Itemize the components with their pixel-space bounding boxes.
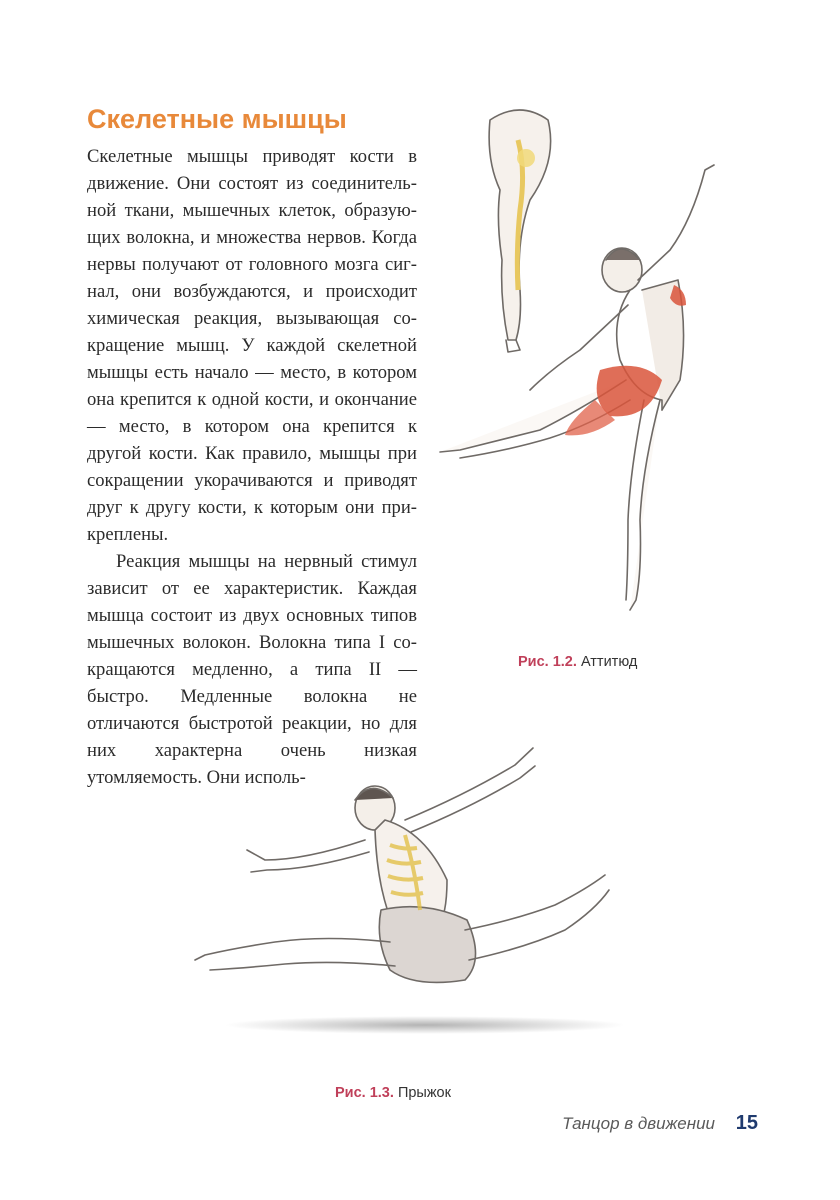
paragraph: Реакция мышцы на нервный стимул зависит от ее характеристик. Каждая мышца состоит из двух основных типов мышечных волокон. Волокна типа I сокращаются медленно, а типа II — быстро. Медленные волокна не отличаются быстротой реакции, но для них характерна очень низкая утомляемость. Они исполь- — [87, 551, 417, 788]
figure-label: Рис. 1.3. — [335, 1085, 394, 1101]
figure-caption — [335, 1085, 451, 1101]
jump-illustration — [185, 720, 635, 1050]
figure-caption-text: Прыжок — [397, 1085, 451, 1101]
body-text — [87, 143, 417, 791]
paragraph: Скелетные мышцы приводят кости в движение. Они состоят из соединительной ткани, мышечных клеток, образующих волокна, и множества нервов. Когда нервы получают от головного мозга сигнал, они возбуждаются, и происходит химическая реакция, вызывающая сокращение мышц. У каждой скелетной мышцы есть начало — место, в котором она крепится к одной кости, и окончание — место, в котором она крепится к другой кости. Как правило, мышцы при сокращении укорачиваются и приводят друг к другу кости, к которым они прикреплены. — [87, 146, 417, 545]
page-number: 15 — [735, 1112, 758, 1134]
figure-caption-text: Аттитюд — [580, 654, 638, 670]
running-footer-title: Танцор в движении — [562, 1114, 715, 1133]
attitude-illustration — [430, 100, 730, 640]
section-heading: Скелетные мышцы — [87, 104, 347, 134]
figure-label: Рис. 1.2. — [518, 654, 577, 670]
figure-caption — [518, 654, 637, 670]
